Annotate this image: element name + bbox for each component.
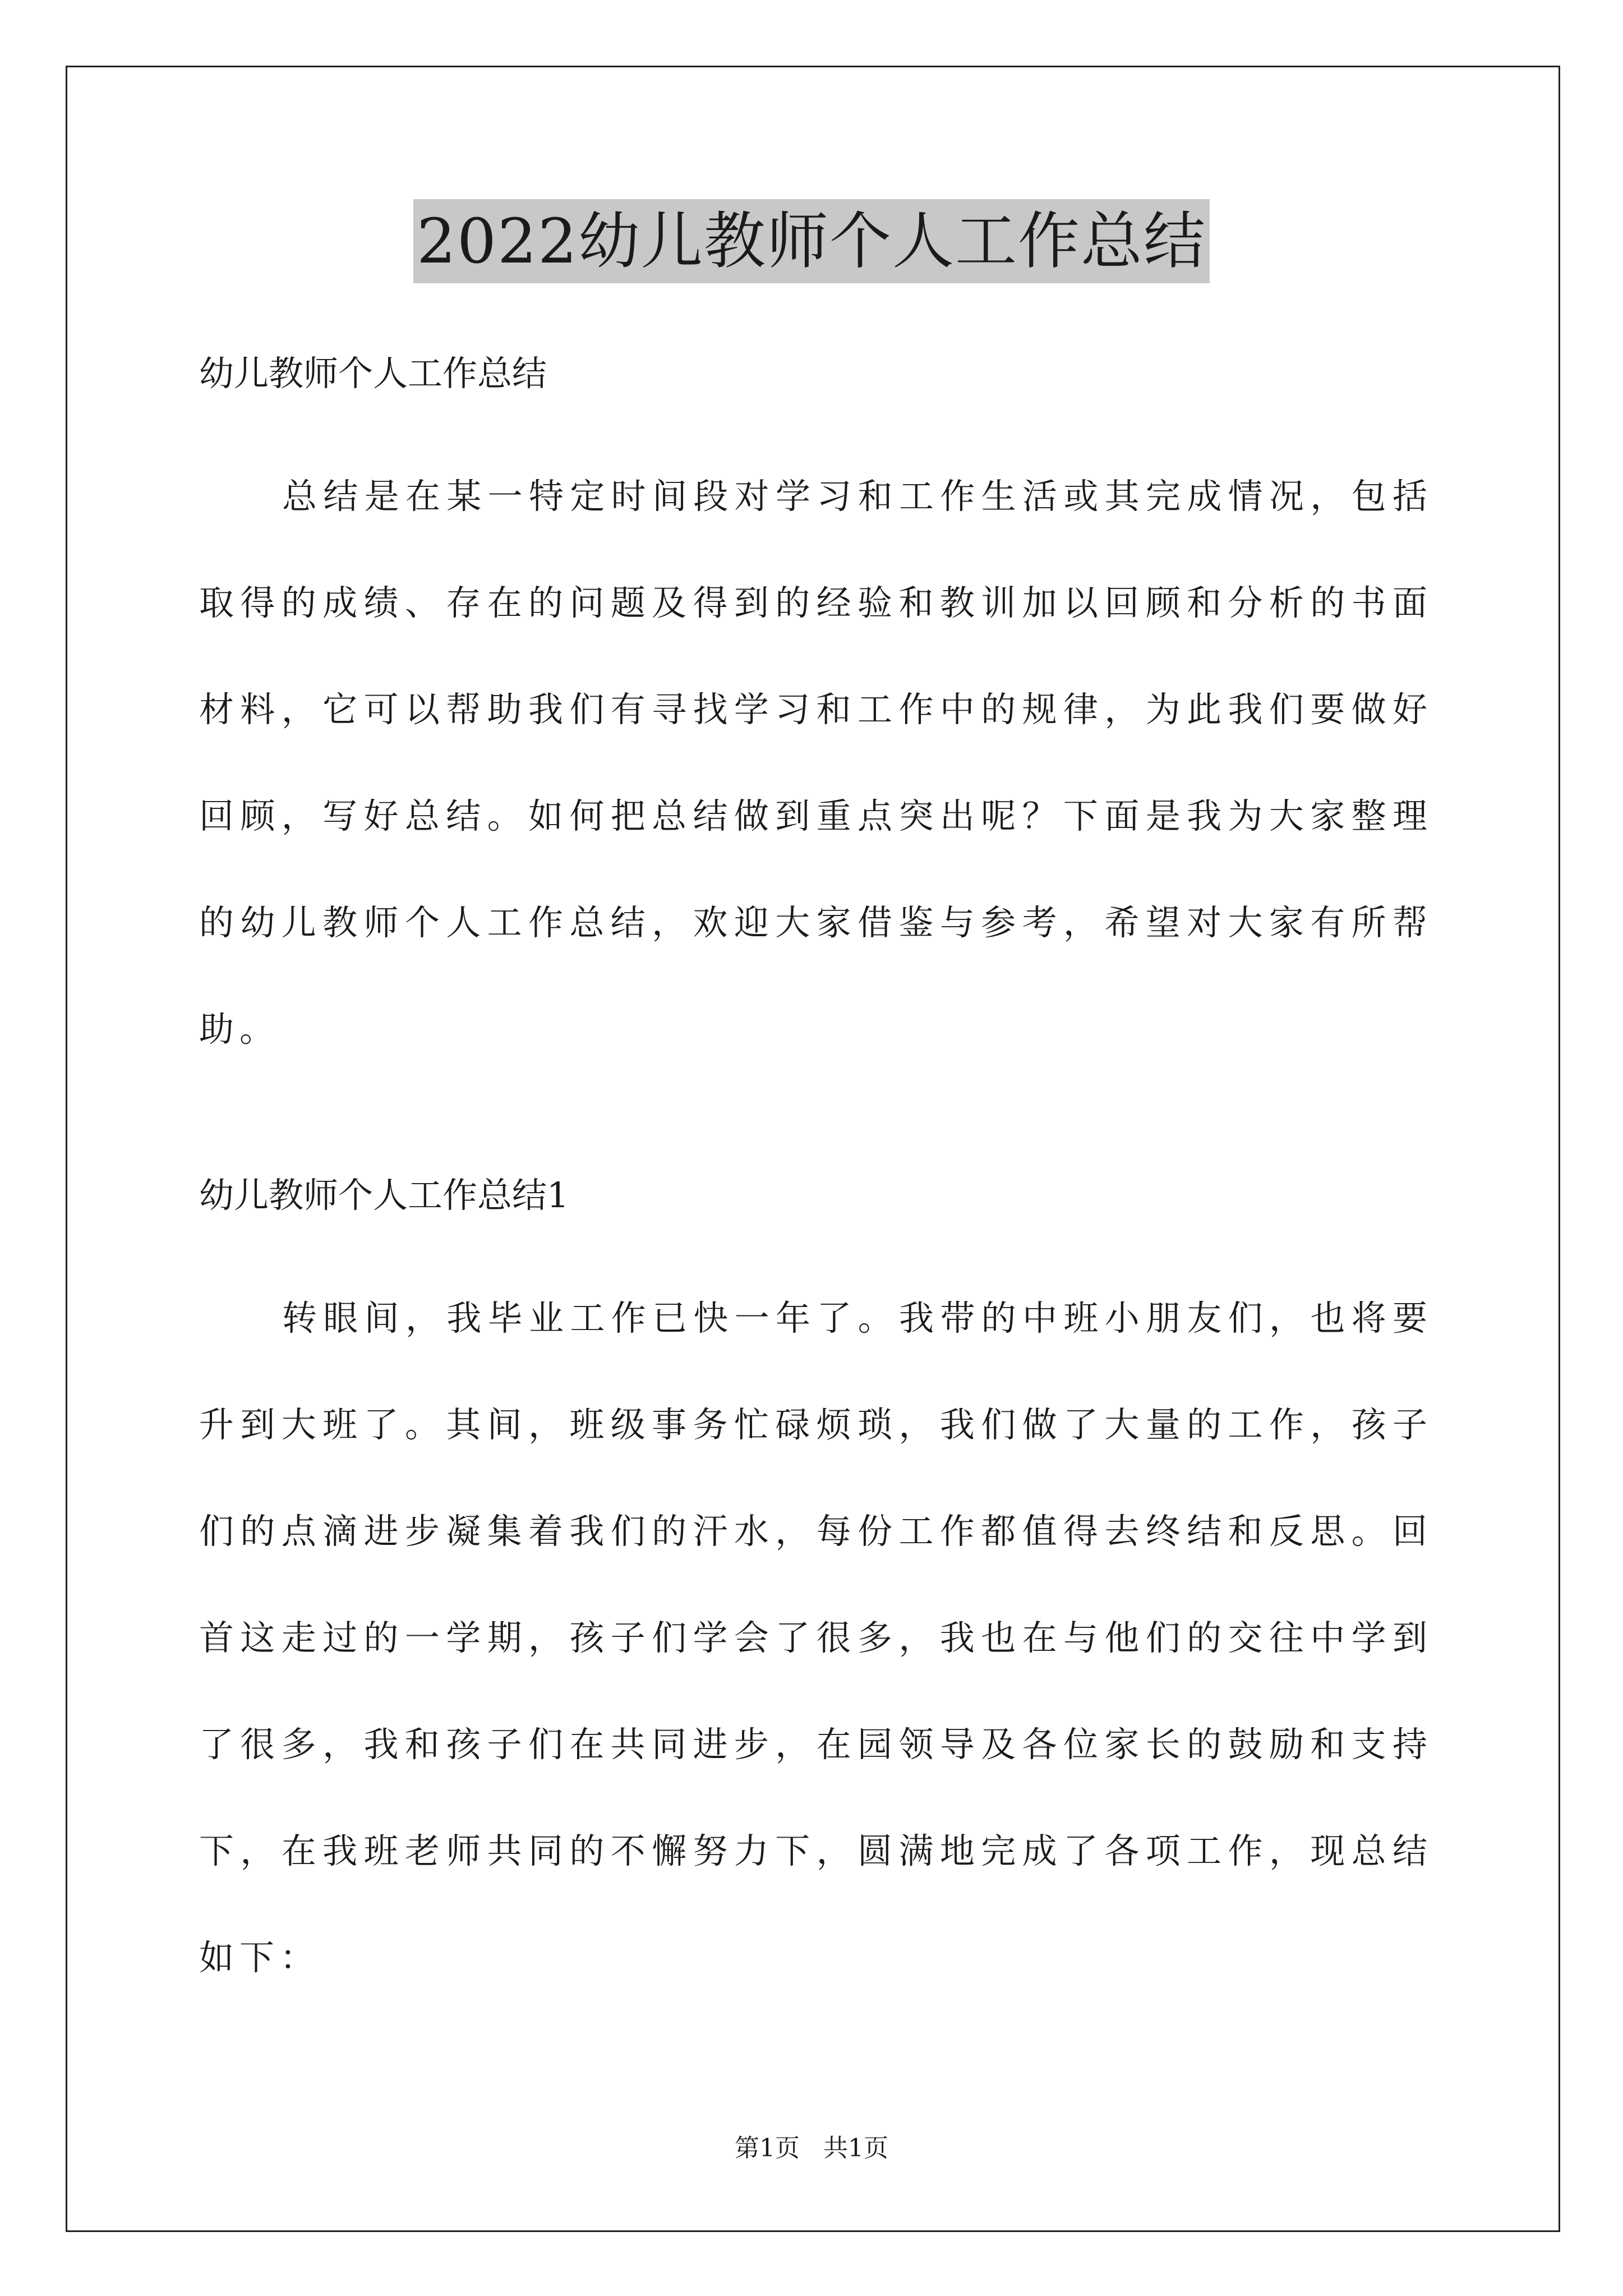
document-body (199, 337, 1433, 2011)
section-1-paragraph: 转眼间，我毕业工作已快一年了。我带的中班小朋友们，也将要升到大班了。其间，班级事务忙碌烦琐，我们做了大量的工作，孩子们的点滴进步凝集着我们的汗水，每份工作都值得去终结和反思。回首这走过的一学期，孩子们学会了很多，我也在与他们的交往中学到了很多，我和孩子们在共同进步，在园领导及各位家长的鼓励和支持下，在我班老师共同的不懈努力下，圆满地完成了各项工作，现总结如下： (199, 1297, 1433, 1978)
section-heading-intro: 幼儿教师个人工作总结 (199, 353, 547, 394)
title-container (0, 199, 1623, 283)
spacer (199, 411, 1433, 443)
spacer (199, 1083, 1433, 1158)
section-heading-1: 幼儿教师个人工作总结1 (199, 1175, 569, 1216)
page-footer: 第1页 共1页 (735, 2134, 888, 2162)
document-title: 2022幼儿教师个人工作总结 (413, 199, 1210, 283)
intro-paragraph: 总结是在某一特定时间段对学习和工作生活或其完成情况，包括取得的成绩、存在的问题及得到的经验和教训加以回顾和分析的书面材料，它可以帮助我们有寻找学习和工作中的规律，为此我们要做好回顾，写好总结。如何把总结做到重点突出呢？下面是我为大家整理的幼儿教师个人工作总结，欢迎大家借鉴与参考，希望对大家有所帮助。 (199, 476, 1433, 1050)
spacer (199, 1232, 1433, 1265)
